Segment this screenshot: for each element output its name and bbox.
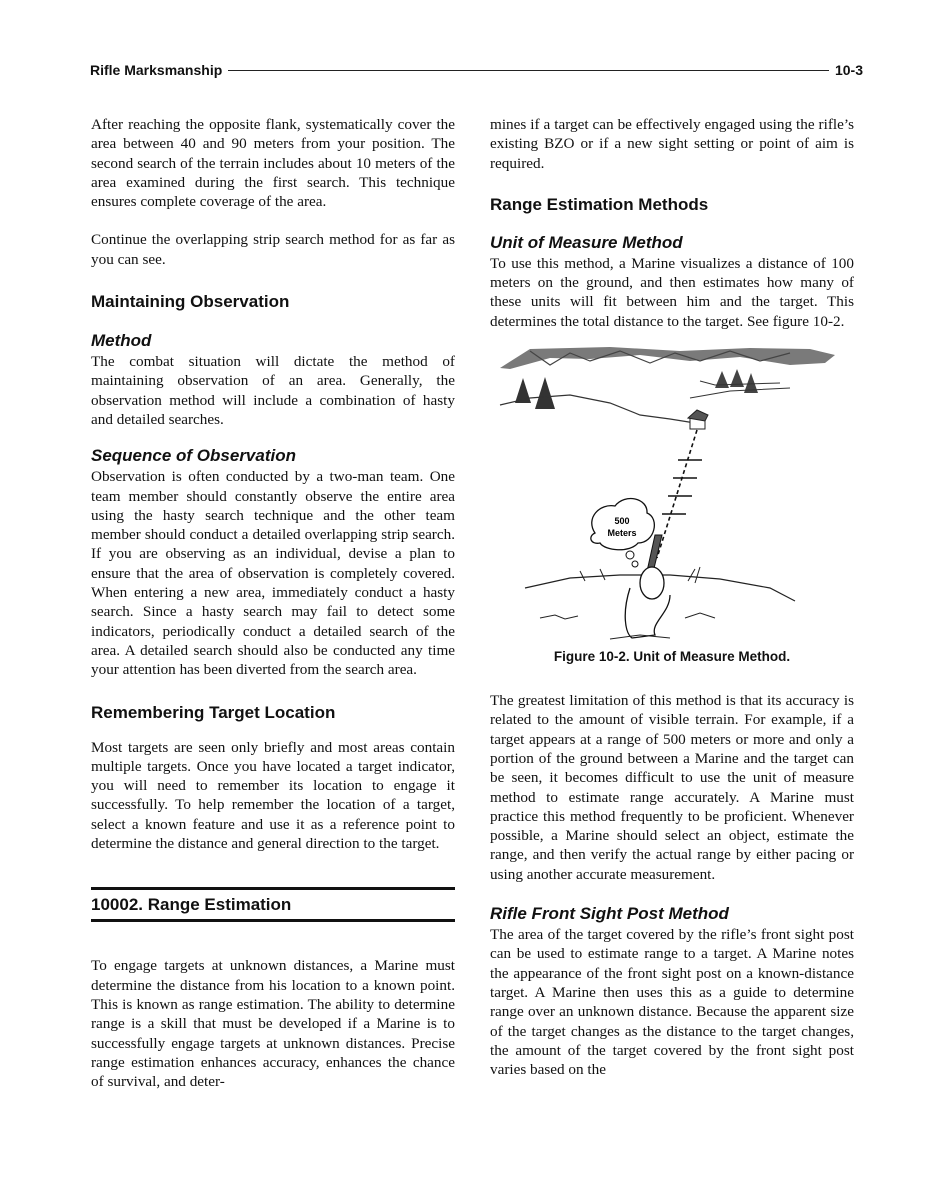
paragraph-opposite-flank: After reaching the opposite flank, systematically cover the area between 40 and 90 meters from your position. The second search of the terrain includes about 10 meters of the area examined during the first search. This technique ensures complete coverage of the area. bbox=[91, 116, 455, 211]
heading-remembering-target-location: Remembering Target Location bbox=[91, 702, 336, 722]
right-column bbox=[490, 115, 854, 1079]
paragraph-continued: mines if a target can be effectively engaged using the rifle’s existing BZO or if a new sight setting or point of aim is required. bbox=[490, 116, 854, 172]
page-number: 10-3 bbox=[834, 62, 863, 78]
figure-caption: Figure 10-2. Unit of Measure Method. bbox=[553, 649, 791, 665]
running-header bbox=[90, 60, 863, 80]
header-rule bbox=[228, 70, 829, 71]
bubble-text-500: 500 bbox=[614, 516, 630, 527]
bubble-text-meters: Meters bbox=[607, 528, 637, 539]
paragraph-range-estimation: To engage targets at unknown distances, a Marine must determine the distance from his location to a known point. This is known as range estimation. The ability to determine range is a skill that must be developed if a Marine is to successfully engage targets at unknown distances. Precise range estimation enhances accuracy, enhances the chance of survival, and deter- bbox=[91, 957, 455, 1091]
target-house-icon bbox=[688, 410, 708, 429]
running-header-title: Rifle Marksmanship bbox=[90, 62, 223, 78]
subheading-method: Method bbox=[91, 331, 152, 351]
trees-right-icon bbox=[715, 369, 758, 393]
thought-bubble bbox=[591, 499, 654, 567]
subheading-unit-of-measure: Unit of Measure Method bbox=[490, 232, 683, 252]
heading-range-estimation-methods: Range Estimation Methods bbox=[490, 194, 709, 214]
subheading-sequence-of-observation: Sequence of Observation bbox=[91, 446, 296, 466]
paragraph-continue: Continue the overlapping strip search method for as far as you can see. bbox=[91, 231, 455, 268]
paragraph-remembering: Most targets are seen only briefly and most areas contain multiple targets. Once you have located a target indicator, you will need to remember its location to engage it successfully. To help remember the location of a target, select a known feature and use it as a reference point to determine the distance and general direction to the target. bbox=[91, 738, 455, 853]
subheading-rifle-front-sight-post: Rifle Front Sight Post Method bbox=[490, 904, 729, 924]
paragraph-sequence: Observation is often conducted by a two-man team. One team member should constantly observe the entire area using the hasty search technique and the other team member should conduct a detailed overlapping strip search. If you are observing as an individual, devise a plan to ensure that the area of observation is completely covered. When entering a new area, immediately conduct a hasty search. Since a hasty search may fail to detect some indicators, periodically conduct a detailed search of the area. A detailed search should also be conducted any time your attention has been diverted from the search area. bbox=[91, 468, 455, 679]
trees-left-icon bbox=[515, 377, 555, 409]
paragraph-unit-of-measure: To use this method, a Marine visualizes a distance of 100 meters on the ground, and then estimates how many of these units will fit between him and the target. This determines the total distance to the target. See figure 10-2. bbox=[490, 254, 854, 330]
chapter-heading-range-estimation: 10002. Range Estimation bbox=[91, 887, 455, 922]
marine-figure-icon bbox=[625, 567, 670, 638]
paragraph-limitation: The greatest limitation of this method is that its accuracy is related to the amount of visible terrain. For example, if a target appears at a range of 500 meters or more and only a portion of the ground between a Marine and the target can be seen, it becomes difficult to use the unit of measure method to estimate range accurately. A Marine must practice this method frequently to be proficient. Whenever possible, a Marine should select an object, estimate the range, and then verify the actual range by either pacing or using another accurate measurement. bbox=[490, 692, 854, 883]
unit-of-measure-illustration bbox=[490, 343, 854, 648]
paragraph-method: The combat situation will dictate the method of maintaining observation of an area. Generally, the observation method will include a combination of hasty and detailed searches. bbox=[91, 353, 455, 428]
figure-unit-of-measure bbox=[490, 343, 854, 648]
left-column bbox=[91, 115, 455, 1091]
heading-maintaining-observation: Maintaining Observation bbox=[91, 292, 290, 312]
paragraph-front-sight: The area of the target covered by the rifle’s front sight post can be used to estimate range to a target. A Marine notes the appearance of the front sight post on a known-distance target. A Marine then uses this as a guide to determine range over an unknown distance. Because the apparent size of the target changes as the distance to the target changes, the amount of the target covered by the front sight post varies based on the bbox=[490, 926, 854, 1079]
